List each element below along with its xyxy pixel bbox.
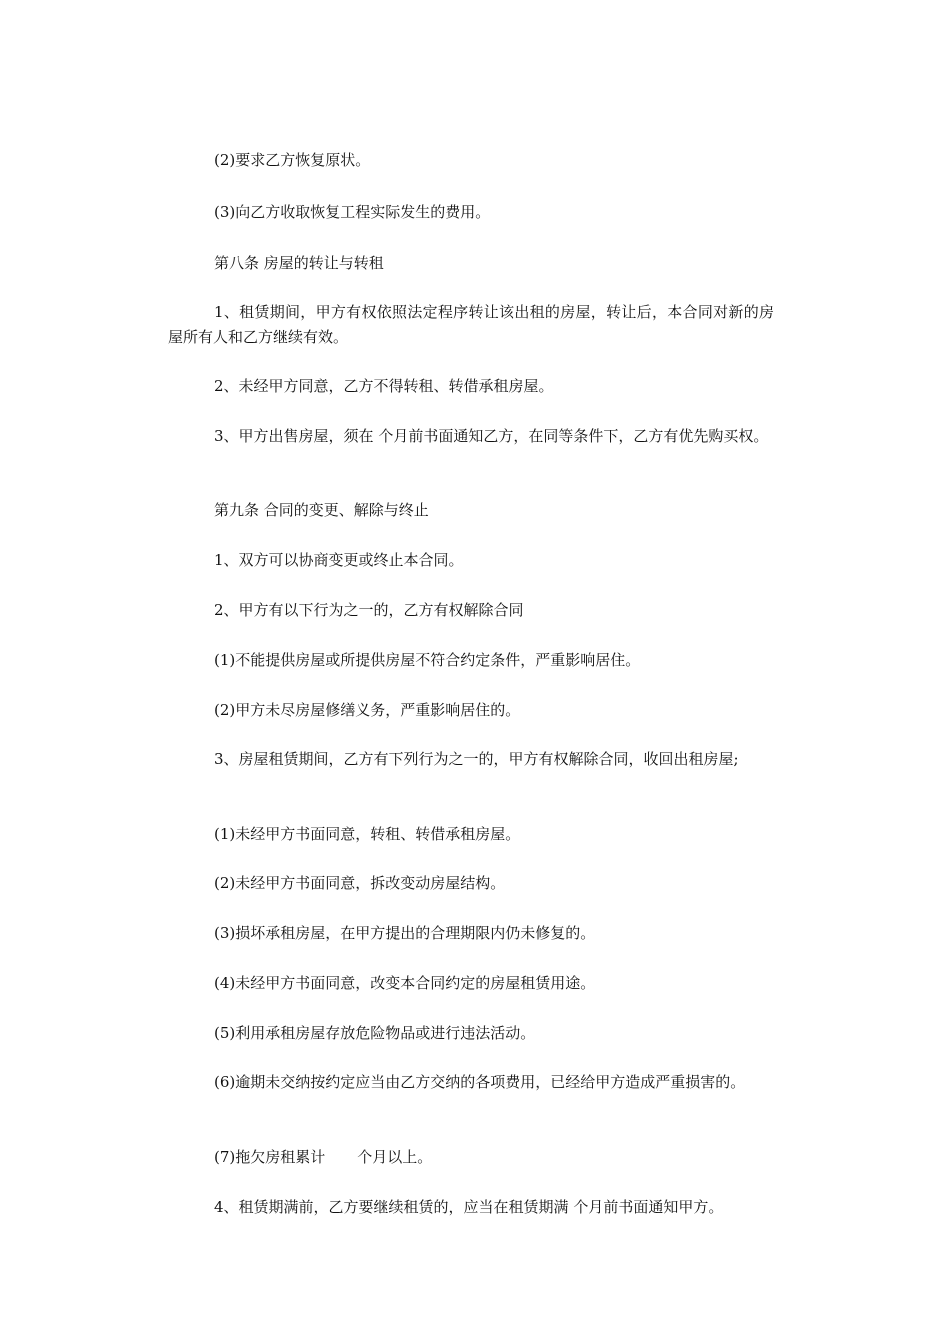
- article-9-heading: 第九条 合同的变更、解除与终止: [214, 501, 429, 519]
- article-9-clause-1: 1、双方可以协商变更或终止本合同。: [214, 551, 464, 569]
- clause-3-item-2: (2)未经甲方书面同意，拆改变动房屋结构。: [214, 874, 506, 892]
- article-8-heading: 第八条 房屋的转让与转租: [214, 254, 384, 272]
- clause-3-item-7-tail: 个月以上。: [357, 1148, 433, 1166]
- article-9-clause-4: 4、租赁期满前，乙方要继续租赁的，应当在租赁期满 个月前书面通知甲方。: [214, 1198, 724, 1216]
- clause-3-item-1: (1)未经甲方书面同意，转租、转借承租房屋。: [214, 825, 521, 843]
- article-8-clause-3: 3、甲方出售房屋，须在 个月前书面通知乙方，在同等条件下，乙方有优先购买权。: [214, 427, 769, 445]
- clause-3-item-4: (4)未经甲方书面同意，改变本合同约定的房屋租赁用途。: [214, 974, 596, 992]
- clause-3-item-7-lead: (7)拖欠房租累计: [214, 1148, 326, 1166]
- article-8-clause-2: 2、未经甲方同意，乙方不得转租、转借承租房屋。: [214, 377, 554, 395]
- article-8-clause-1: 1、租赁期间，甲方有权依照法定程序转让该出租的房屋，转让后，本合同对新的房屋所有人和乙方继续有效。: [168, 303, 774, 346]
- clause-2-item-2: (2)甲方未尽房屋修缮义务，严重影响居住的。: [214, 701, 521, 719]
- clause-3-item-7: [168, 1145, 774, 1170]
- clause-3-item-3: (3)损坏承租房屋，在甲方提出的合理期限内仍未修复的。: [214, 924, 596, 942]
- clause-item-2-restore: (2)要求乙方恢复原状。: [214, 151, 371, 169]
- clause-2-item-1: (1)不能提供房屋或所提供房屋不符合约定条件，严重影响居住。: [214, 651, 641, 669]
- clause-3-item-6: (6)逾期未交纳按约定应当由乙方交纳的各项费用，已经给甲方造成严重损害的。: [214, 1073, 746, 1091]
- article-9-clause-2: 2、甲方有以下行为之一的，乙方有权解除合同: [214, 601, 524, 619]
- article-9-clause-3: 3、房屋租赁期间，乙方有下列行为之一的，甲方有权解除合同，收回出租房屋;: [214, 750, 739, 768]
- clause-item-3-recover-cost: (3)向乙方收取恢复工程实际发生的费用。: [214, 203, 491, 221]
- clause-3-item-5: (5)利用承租房屋存放危险物品或进行违法活动。: [214, 1024, 536, 1042]
